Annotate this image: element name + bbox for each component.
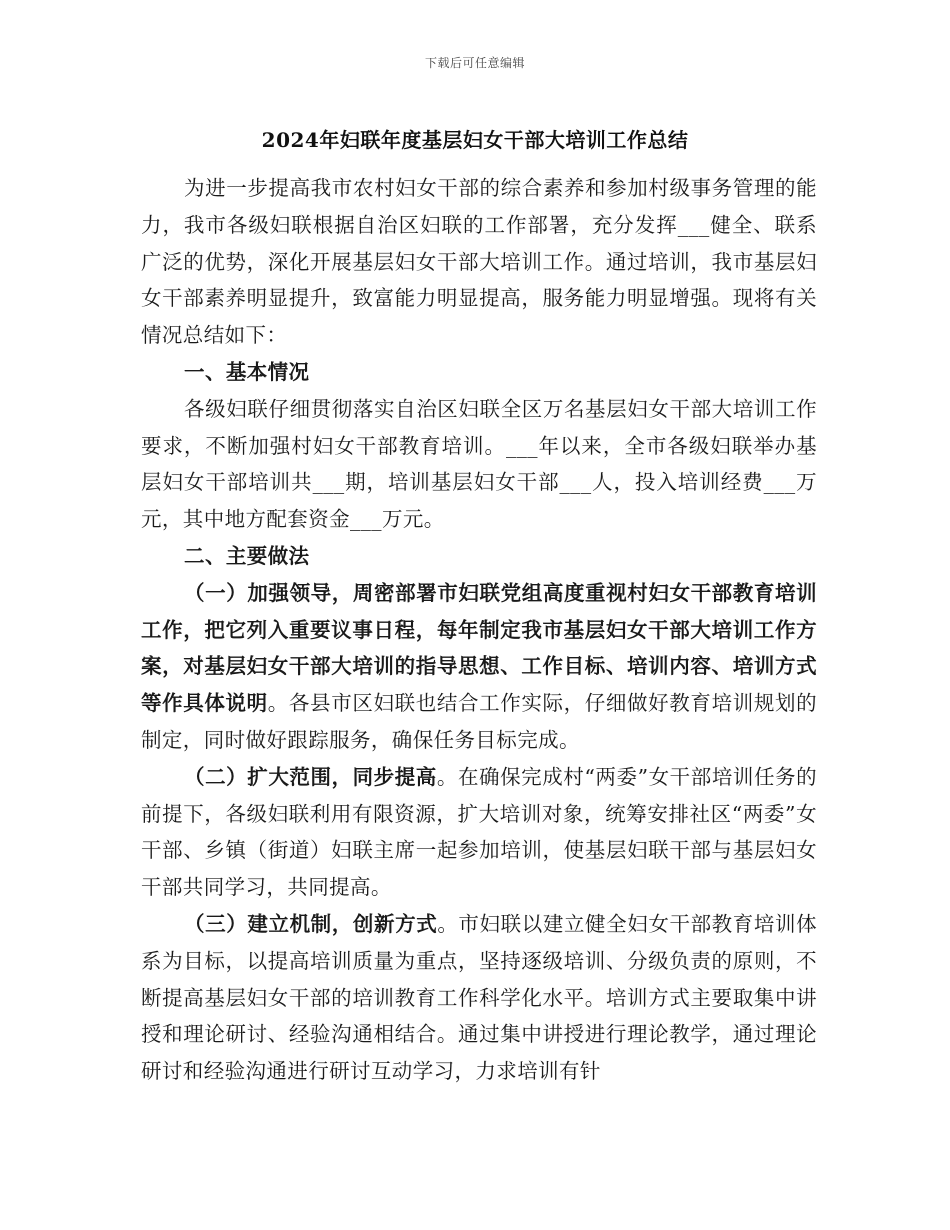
practice-item-1-lead: （一）加强领导，周密部署市妇联党组高度重视村妇女干部教育培训工作，把它列入重要议事日程，每年制定我市基层妇女干部大培训工作方案，对基层妇女干部大培训的指导思想、工作目标、培训内容、培训方式等作具体说明 [141, 580, 817, 716]
practice-item-2-lead: （二）扩大范围，同步提高 [184, 764, 437, 789]
basic-situation-paragraph: 各级妇联仔细贯彻落实自治区妇联全区万名基层妇女干部大培训工作要求，不断加强村妇女干部教育培训。___年以来，全市各级妇联举办基层妇女干部培训共___期，培训基层妇女干部___人，投入培训经费___万元，其中地方配套资金___万元。 [141, 396, 817, 532]
practice-item-3 [141, 906, 817, 1090]
document-body [141, 170, 817, 1090]
document-title: 2024年妇联年度基层妇女干部大培训工作总结 [261, 128, 689, 152]
practice-item-3-text: 。市妇联以建立健全妇女干部教育培训体系为目标，以提高培训质量为重点，坚持逐级培训、分级负责的原则，不断提高基层妇女干部的培训教育工作科学化水平。培训方式主要取集中讲授和理论研讨、经验沟通相结合。通过集中讲授进行理论教学，通过理论研讨和经验沟通进行研讨互动学习，力求培训有针 [141, 911, 817, 1084]
practice-item-1-text: 。各县市区妇联也结合工作实际，仔细做好教育培训规划的制定，同时做好跟踪服务，确保任务目标完成。 [141, 691, 817, 752]
section-heading-main-practices: 二、主要做法 [184, 543, 310, 568]
section-heading-basic-situation: 一、基本情况 [184, 359, 310, 384]
practice-item-2 [141, 759, 817, 906]
practice-item-1 [141, 575, 817, 759]
practice-item-3-lead: （三）建立机制，创新方式 [184, 911, 438, 936]
intro-paragraph: 为进一步提高我市农村妇女干部的综合素养和参加村级事务管理的能力，我市各级妇联根据自治区妇联的工作部署，充分发挥___健全、联系广泛的优势，深化开展基层妇女干部大培训工作。通过培训，我市基层妇女干部素养明显提升，致富能力明显提高，服务能力明显增强。现将有关情况总结如下： [141, 176, 817, 348]
practice-item-2-text: 。在确保完成村“两委”女干部培训任务的前提下，各级妇联利用有限资源，扩大培训对象，统筹安排社区“两委”女干部、乡镇（街道）妇联主席一起参加培训，使基层妇联干部与基层妇女干部共同学习，共同提高。 [141, 764, 817, 900]
header-note: 下载后可任意编辑 [424, 56, 525, 70]
